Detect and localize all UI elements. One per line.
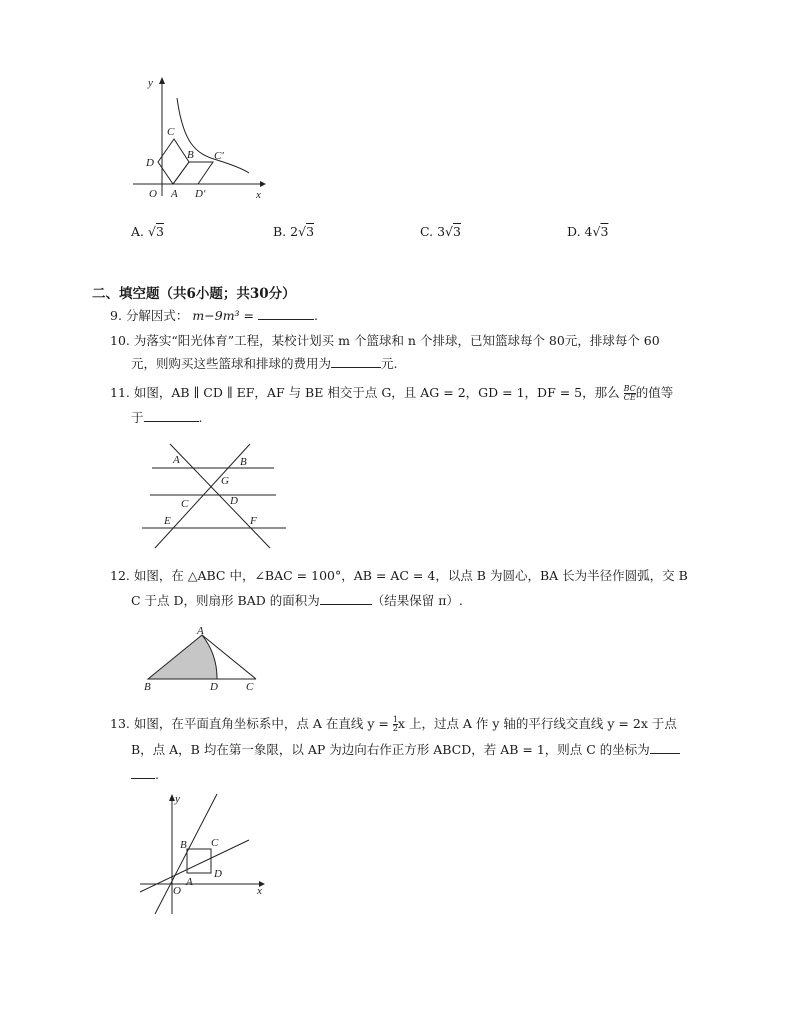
question-13-line-3 <box>131 762 159 787</box>
figure-q11 <box>140 438 300 556</box>
fig12-label-c: C <box>246 681 254 693</box>
question-line-2a: 元，则购买这些篮球和排球的费用为 <box>131 356 332 371</box>
question-number: 13. <box>110 716 130 731</box>
q8-option-a: A. √3 <box>131 224 164 239</box>
question-line-2b: （结果保留 π）. <box>371 593 463 608</box>
fig8-label-a: A <box>171 188 178 200</box>
fig8-label-x: x <box>256 189 261 201</box>
fig13-label-b: B <box>180 839 187 851</box>
question-13 <box>110 711 677 736</box>
option-letter: D. <box>567 224 581 239</box>
fig13-label-d: D <box>214 868 222 880</box>
fig12-label-b: B <box>144 681 151 693</box>
question-text: 分解因式： <box>125 308 189 323</box>
option-radicand: 3 <box>453 224 461 239</box>
x-axis-arrow <box>260 181 266 187</box>
answer-blank[interactable] <box>144 407 199 422</box>
question-10 <box>110 328 660 353</box>
fig11-label-a: A <box>173 454 180 466</box>
question-line-2b: 元. <box>381 356 398 371</box>
fraction-bc-ce <box>624 385 636 402</box>
square-abcd <box>187 849 211 873</box>
option-letter: C. <box>420 224 434 239</box>
fig13-label-o: O <box>173 885 181 897</box>
fig8-label-b: B <box>187 149 194 161</box>
question-line-2b: . <box>198 410 203 425</box>
section-title: 二、填空题（共6小题；共30分） <box>92 286 296 302</box>
q8-option-d: D. 4√3 <box>567 224 609 239</box>
fig11-label-g: G <box>221 475 229 487</box>
question-13-line-2 <box>131 737 680 762</box>
question-number: 12. <box>110 568 130 583</box>
option-radicand: 3 <box>600 224 609 239</box>
fig11-label-b: B <box>240 456 247 468</box>
line-y-2x <box>155 794 217 914</box>
fraction-numerator: 1 <box>392 715 398 724</box>
question-12-line-2 <box>131 588 463 613</box>
fig13-label-a: A <box>186 876 193 888</box>
option-coef: 4 <box>584 224 593 239</box>
fig11-label-c: C <box>181 498 189 510</box>
fig12-label-a: A <box>197 625 204 637</box>
question-9 <box>110 303 318 328</box>
answer-blank[interactable] <box>320 590 372 605</box>
question-11-line-2 <box>131 405 203 430</box>
fig8-label-y: y <box>148 77 153 89</box>
answer-blank[interactable] <box>650 739 680 754</box>
fig8-label-o: O <box>149 188 157 200</box>
fraction-denominator: CE <box>623 393 636 402</box>
question-end: . <box>314 308 318 323</box>
question-line-1a: 如图，AB ∥ CD ∥ EF，AF 与 BE 相交于点 G，且 AG = 2，GD = 1，DF = 5，那么 <box>133 385 620 400</box>
question-number: 9. <box>110 308 122 323</box>
shaded-sector-bad <box>148 635 217 679</box>
option-coef: 2 <box>290 224 299 239</box>
question-line-1a: 如图，在平面直角坐标系中，点 A 在直线 y = <box>133 716 389 731</box>
question-line-1b: 的值等 <box>635 385 674 400</box>
fig8-label-d-prime: D′ <box>195 188 206 200</box>
question-line-1b: x 上，过点 A 作 y 轴的平行线交直线 y = 2x 于点 <box>397 716 677 731</box>
fig11-label-d: D <box>230 495 238 507</box>
question-line-2a: C 于点 D，则扇形 BAD 的面积为 <box>131 593 320 608</box>
answer-blank[interactable] <box>258 305 314 320</box>
question-number: 10. <box>110 333 130 348</box>
fig8-label-c: C <box>167 126 175 138</box>
rhombus-shifted <box>173 162 213 184</box>
figure-q13 <box>135 788 275 918</box>
question-line-1: 如图，在 △ABC 中，∠BAC = 100°，AB = AC = 4，以点 B 为圆心，BA 长为半径作圆弧，交 B <box>133 568 688 583</box>
option-radicand: 3 <box>306 224 315 239</box>
question-line-2a: B，点 A，B 均在第一象限，以 AP 为边向右作正方形 ABCD，若 AB = 1，则点 C 的坐标为 <box>131 742 650 757</box>
option-radicand: 3 <box>155 224 164 239</box>
y-axis-arrow <box>159 77 165 84</box>
figure-q12 <box>140 622 270 694</box>
question-line-3: . <box>155 767 159 782</box>
question-11 <box>110 380 673 405</box>
question-10-line-2 <box>131 351 398 376</box>
option-letter: B. <box>273 224 287 239</box>
option-letter: A. <box>131 224 145 239</box>
rhombus-abcd <box>158 139 189 184</box>
fig11-label-f: F <box>250 515 257 527</box>
q8-option-c: C. 3√3 <box>420 224 461 239</box>
figure-q8 <box>125 72 275 207</box>
fig13-label-x: x <box>257 885 262 897</box>
question-number: 11. <box>110 385 130 400</box>
fig12-label-d: D <box>210 681 218 693</box>
fig13-label-y: y <box>175 793 180 805</box>
fig13-label-c: C <box>211 837 219 849</box>
fraction-denominator: 2 <box>392 724 398 733</box>
option-coef: 3 <box>437 224 446 239</box>
question-math: m−9m³ = <box>192 308 255 323</box>
fig8-label-d: D <box>146 157 154 169</box>
question-line-2a: 于 <box>131 410 144 425</box>
q8-option-b: B. 2√3 <box>273 224 315 239</box>
answer-blank[interactable] <box>331 353 381 368</box>
fig11-label-e: E <box>164 515 171 527</box>
fraction-numerator: BC <box>623 384 636 393</box>
fig8-label-c-prime: C′ <box>214 150 224 162</box>
answer-blank-continued[interactable] <box>131 764 155 779</box>
question-12 <box>110 563 688 588</box>
line-af <box>170 444 270 548</box>
question-line-1: 为落实“阳光体育”工程，某校计划买 m 个篮球和 n 个排球，已知篮球每个 80元，排球每个 60 <box>133 333 660 348</box>
